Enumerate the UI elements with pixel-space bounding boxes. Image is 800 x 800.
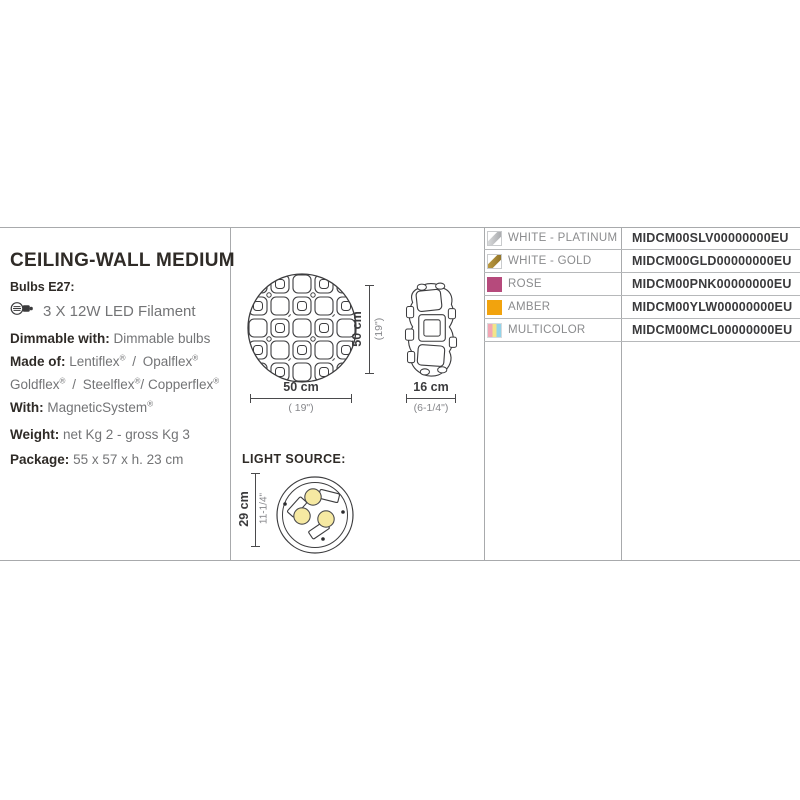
finish-row-multicolor xyxy=(484,319,800,342)
finish-name: WHITE - GOLD xyxy=(508,255,592,267)
weight-value: net Kg 2 - gross Kg 3 xyxy=(63,427,190,442)
package-label: Package: xyxy=(10,452,70,467)
swatch-white-gold xyxy=(487,254,502,269)
material-copperflex: Copperflex xyxy=(147,377,214,392)
registered-mark: ® xyxy=(192,353,199,363)
finish-row-amber xyxy=(484,296,800,319)
swatch-multicolor xyxy=(487,323,502,338)
package-line xyxy=(10,452,183,467)
weight-line xyxy=(10,427,190,442)
bulb-socket-group xyxy=(287,489,340,540)
front-height-inches: (19") xyxy=(373,317,385,341)
side-view-drawing xyxy=(404,280,458,383)
dimmable-value: Dimmable bulbs xyxy=(113,331,211,346)
material-steelflex: Steelflex xyxy=(82,377,135,392)
finish-row-rose xyxy=(484,273,800,296)
made-of-line-2 xyxy=(10,377,219,392)
registered-mark: ® xyxy=(134,376,141,386)
with-value: MagneticSystem xyxy=(47,400,148,415)
registered-mark: ® xyxy=(213,376,220,386)
material-goldflex: Goldflex xyxy=(10,377,60,392)
weight-label: Weight: xyxy=(10,427,60,442)
registered-mark: ® xyxy=(119,353,126,363)
front-width-value: 50 cm xyxy=(283,380,319,394)
bottom-border xyxy=(0,560,800,561)
led-spec-text: 3 X 12W LED Filament xyxy=(43,302,196,320)
finish-code: MIDCM00SLV00000000EU xyxy=(632,231,789,245)
swatch-white-platinum xyxy=(487,231,502,246)
side-width-value: 16 cm xyxy=(413,380,449,394)
dimmable-label: Dimmable with: xyxy=(10,331,110,346)
package-value: 55 x 57 x h. 23 cm xyxy=(73,452,184,467)
page-title: CEILING-WALL MEDIUM xyxy=(10,250,235,271)
swatch-amber xyxy=(487,300,502,315)
finish-name: MULTICOLOR xyxy=(508,324,586,336)
finish-name: ROSE xyxy=(508,278,542,290)
light-source-drawing xyxy=(275,475,355,560)
finish-name: AMBER xyxy=(508,301,551,313)
front-height-value: 50 cm xyxy=(350,311,364,347)
light-source-height-value: 29 cm xyxy=(237,491,251,527)
front-height-dim-line xyxy=(369,285,370,374)
finish-code: MIDCM00PNK00000000EU xyxy=(632,277,792,291)
side-width-inches: (6-1/4") xyxy=(413,402,449,414)
front-view-drawing xyxy=(244,270,360,391)
registered-mark: ® xyxy=(147,399,154,409)
light-source-label: LIGHT SOURCE: xyxy=(242,452,346,466)
finish-code: MIDCM00GLD00000000EU xyxy=(632,254,792,268)
front-width-dim-line xyxy=(250,398,352,399)
with-label: With: xyxy=(10,400,44,415)
made-of-line-1 xyxy=(10,354,198,369)
registered-mark: ® xyxy=(59,376,66,386)
slash-separator: / xyxy=(72,377,76,392)
swatch-rose xyxy=(487,277,502,292)
finish-code: MIDCM00MCL00000000EU xyxy=(632,323,793,337)
material-lentiflex: Lentiflex xyxy=(69,354,120,369)
finish-code: MIDCM00YLW00000000EU xyxy=(632,300,793,314)
dimmable-line xyxy=(10,331,210,346)
column-divider-left xyxy=(230,227,231,560)
finish-name: WHITE - PLATINUM xyxy=(508,232,618,244)
light-source-height-inches: 11-1/4" xyxy=(258,492,270,525)
front-width-inches: ( 19") xyxy=(288,402,314,414)
material-opalflex: Opalflex xyxy=(142,354,193,369)
bulb-icon xyxy=(10,301,35,321)
light-source-height-dim-line xyxy=(255,473,256,547)
with-line xyxy=(10,400,153,415)
made-of-label: Made of: xyxy=(10,354,66,369)
side-width-dim-line xyxy=(406,398,456,399)
bulbs-label: Bulbs E27: xyxy=(10,280,75,294)
slash-separator: / xyxy=(132,354,136,369)
finish-row-white-gold xyxy=(484,250,800,273)
slash-separator: / xyxy=(140,377,145,392)
finish-row-white-platinum xyxy=(484,227,800,250)
led-spec-row xyxy=(10,301,196,321)
